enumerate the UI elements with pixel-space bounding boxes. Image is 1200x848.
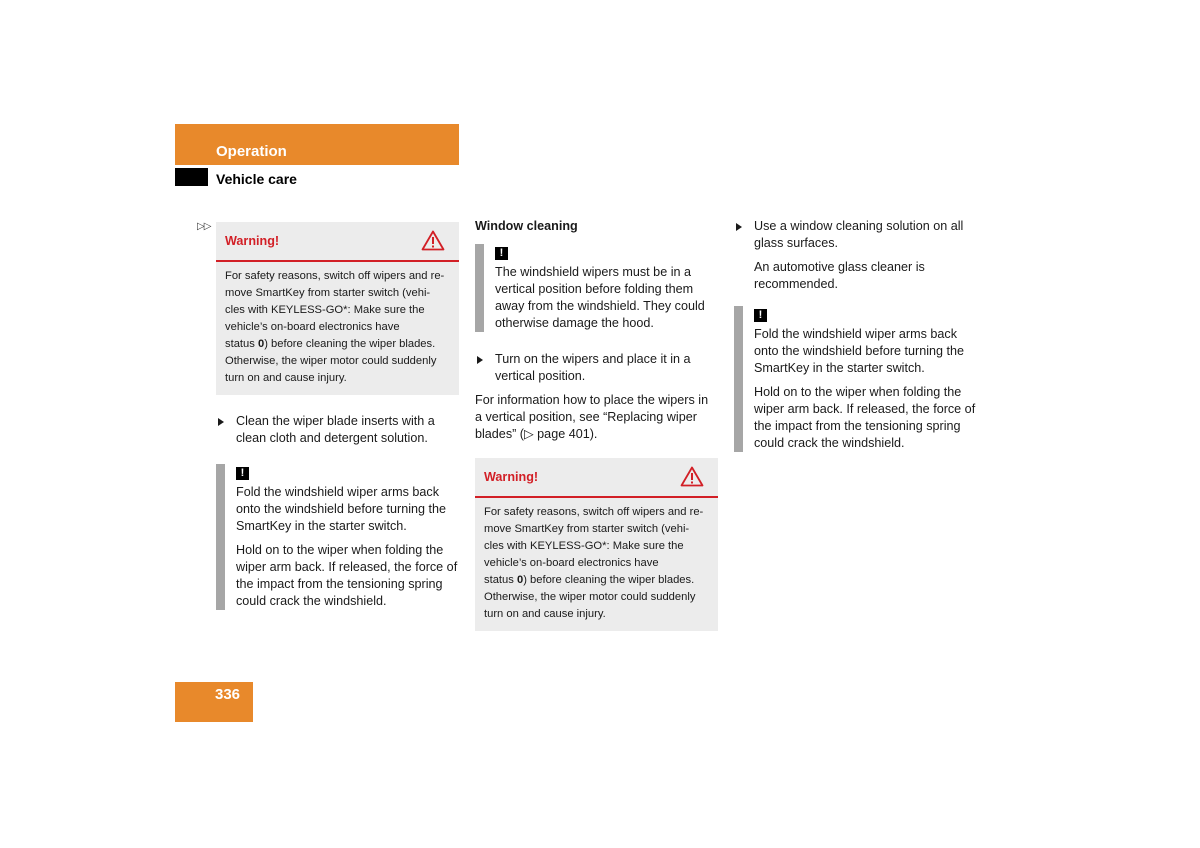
notice-box <box>734 306 977 452</box>
warning-line: turn on and cause injury. <box>484 608 606 620</box>
notice-box <box>216 464 459 610</box>
info-text: For information how to place the wipers in a vertical position, see “Replacing wiper blades” (▷ page 401). <box>475 393 709 441</box>
notice-text: Fold the windshield wiper arms back onto the windshield before turning the SmartKey in the starter switch. <box>236 485 447 533</box>
notice-icon: ! <box>495 247 508 260</box>
page-number: 336 <box>215 686 241 703</box>
notice-box <box>475 244 718 332</box>
warning-box <box>475 458 718 631</box>
section-heading: Window cleaning <box>475 219 578 233</box>
subsection-marker <box>175 168 208 186</box>
warning-line: turn on and cause injury. <box>225 372 347 384</box>
warning-line: For safety reasons, switch off wipers and re- <box>225 270 445 282</box>
notice-text: Hold on to the wiper when folding the wiper arm back. If released, the force of the impact from the tensioning spring could crack the windshield. <box>236 543 458 608</box>
warning-title: Warning! <box>484 469 539 484</box>
column-3 <box>734 218 977 452</box>
notice-bar <box>475 244 484 332</box>
bullet-arrow-icon <box>477 356 483 364</box>
warning-line: cles with KEYLESS-GO*: Make sure the <box>225 304 425 316</box>
bullet-arrow-icon <box>218 418 224 426</box>
warning-triangle-icon <box>421 230 445 251</box>
warning-line: vehicle’s on-board electronics have <box>225 321 400 333</box>
notice-icon: ! <box>754 309 767 322</box>
warning-header <box>475 458 718 498</box>
instruction-step <box>475 351 718 385</box>
instruction-step <box>734 218 977 252</box>
notice-bar <box>734 306 743 452</box>
warning-text <box>216 262 459 387</box>
status-value: 0 <box>516 574 524 586</box>
warning-line: vehicle’s on-board electronics have <box>484 557 659 569</box>
section-title: Operation <box>216 143 287 160</box>
notice-text: The windshield wipers must be in a vertical position before folding them away from the windshield. They could otherwise damage the hood. <box>495 265 705 330</box>
instruction-text: Clean the wiper blade inserts with a clean cloth and detergent solution. <box>236 414 435 445</box>
warning-title: Warning! <box>225 233 280 248</box>
warning-line: Otherwise, the wiper motor could suddenly <box>225 355 437 367</box>
warning-header <box>216 222 459 262</box>
notice-icon: ! <box>236 467 249 480</box>
warning-line: cles with KEYLESS-GO*: Make sure the <box>484 540 684 552</box>
warning-text-run: status <box>484 574 517 586</box>
warning-line: move SmartKey from starter switch (vehi- <box>225 287 431 299</box>
warning-text <box>475 498 718 623</box>
warning-box <box>216 222 459 395</box>
instruction-text: Use a window cleaning solution on all glass surfaces. <box>754 219 964 250</box>
warning-triangle-icon <box>680 466 704 487</box>
warning-text-run: ) before cleaning the wiper blades. <box>523 574 695 586</box>
instruction-step <box>216 413 459 447</box>
notice-text: Hold on to the wiper when folding the wiper arm back. If released, the force of the impact from the tensioning spring could crack the windshield. <box>754 385 976 450</box>
warning-line <box>484 572 709 589</box>
bullet-arrow-icon <box>736 223 742 231</box>
warning-text-run: status <box>225 338 258 350</box>
column-2 <box>475 218 718 631</box>
page-number-tab <box>175 682 253 722</box>
continued-marker: ▷▷ <box>197 221 211 232</box>
status-value: 0 <box>257 338 265 350</box>
subsection-title: Vehicle care <box>216 171 297 187</box>
warning-text-run: ) before cleaning the wiper blades. <box>264 338 436 350</box>
warning-line: For safety reasons, switch off wipers and re- <box>484 506 704 518</box>
info-text: An automotive glass cleaner is recommended. <box>754 260 925 291</box>
warning-line: Otherwise, the wiper motor could suddenly <box>484 591 696 603</box>
notice-text: Fold the windshield wiper arms back onto the windshield before turning the SmartKey in the starter switch. <box>754 327 965 375</box>
instruction-text: Turn on the wipers and place it in a vertical position. <box>495 352 691 383</box>
warning-line <box>225 336 450 353</box>
notice-bar <box>216 464 225 610</box>
warning-line: move SmartKey from starter switch (vehi- <box>484 523 690 535</box>
column-1 <box>216 222 459 610</box>
